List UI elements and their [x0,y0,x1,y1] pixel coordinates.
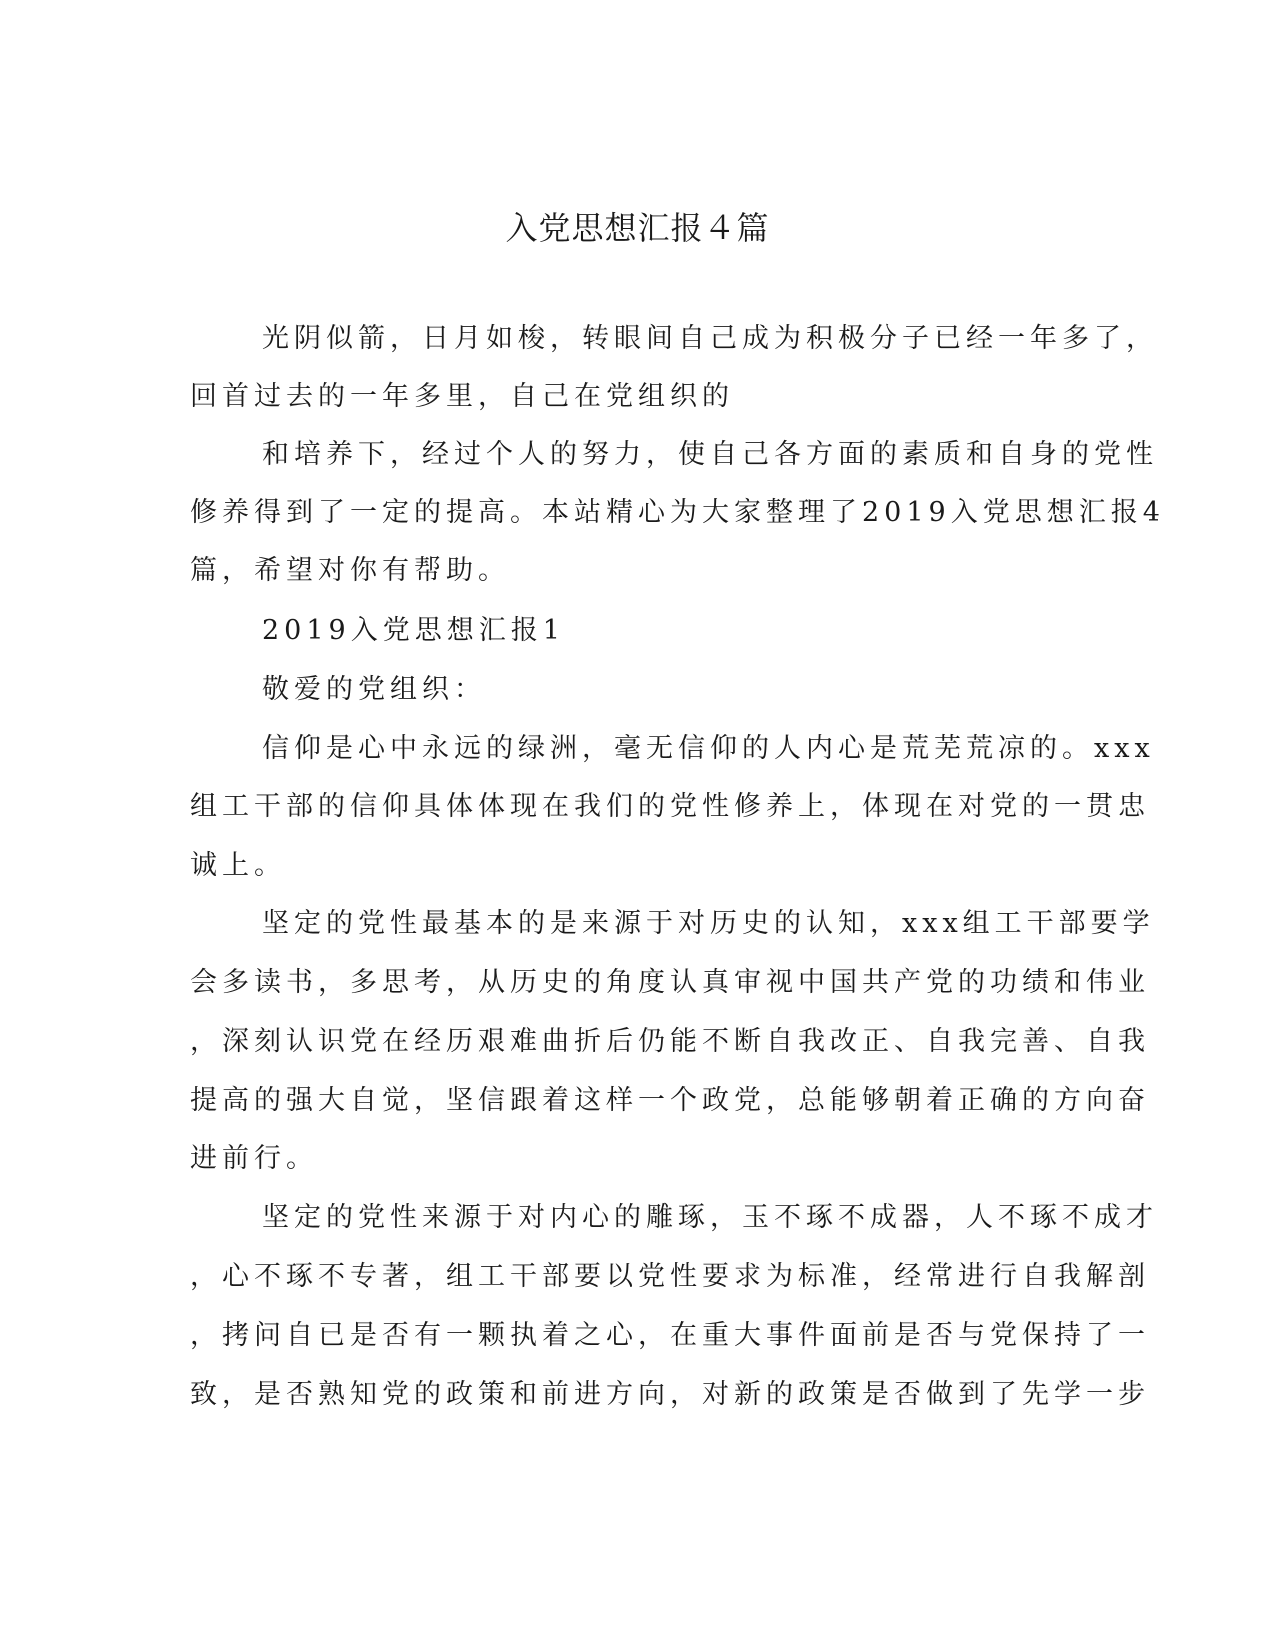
text-line: 会多读书，多思考，从历史的角度认真审视中国共产党的功绩和伟业 [190,967,1150,998]
text-line: 信仰是心中永远的绿洲，毫无信仰的人内心是荒芜荒凉的。xxx [262,733,1155,764]
salutation: 敬爱的党组织： [262,674,486,705]
text-line: ，深刻认识党在经历艰难曲折后仍能不断自我改正、自我完善、自我 [190,1026,1150,1057]
text-line: 光阴似箭，日月如梭，转眼间自己成为积极分子已经一年多了， [262,323,1158,354]
text-line: 诚上。 [190,850,286,881]
section-heading: 2019入党思想汇报1 [262,615,565,646]
text-line: 篇，希望对你有帮助。 [190,555,510,586]
text-line: 致，是否熟知党的政策和前进方向，对新的政策是否做到了先学一步 [190,1379,1150,1410]
text-line: 回首过去的一年多里，自己在党组织的 [190,381,734,412]
text-line: 进前行。 [190,1143,318,1174]
text-line: 修养得到了一定的提高。本站精心为大家整理了2019入党思想汇报4 [190,497,1165,528]
text-line: ，拷问自已是否有一颗执着之心，在重大事件面前是否与党保持了一 [190,1320,1150,1351]
text-line: 组工干部的信仰具体体现在我们的党性修养上，体现在对党的一贯忠 [190,791,1150,822]
text-line: 和培养下，经过个人的努力，使自己各方面的素质和自身的党性 [262,439,1158,470]
text-line: 提高的强大自觉，坚信跟着这样一个政党，总能够朝着正确的方向奋 [190,1085,1150,1116]
text-line: 坚定的党性来源于对内心的雕琢，玉不琢不成器，人不琢不成才 [262,1202,1158,1233]
text-line: 坚定的党性最基本的是来源于对历史的认知，xxx组工干部要学 [262,908,1155,939]
text-line: ，心不琢不专著，组工干部要以党性要求为标准，经常进行自我解剖 [190,1261,1150,1292]
document-title: 入党思想汇报４篇 [505,209,770,247]
